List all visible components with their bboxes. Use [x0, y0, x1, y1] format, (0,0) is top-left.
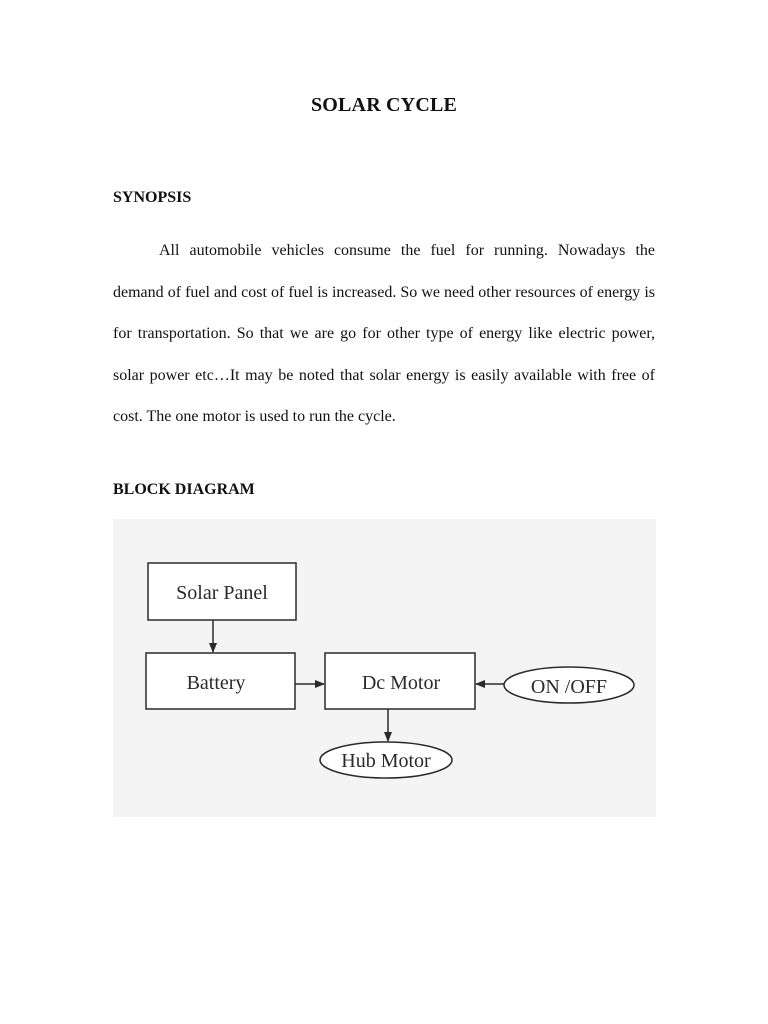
synopsis-heading: SYNOPSIS: [113, 189, 192, 206]
block-diagram: [113, 519, 656, 817]
battery-block: [146, 653, 295, 709]
block-diagram-svg: [113, 519, 656, 817]
hub-motor-label: Hub Motor: [341, 750, 431, 772]
solar-panel-block: [148, 563, 296, 620]
dc-motor-label: Dc Motor: [361, 672, 441, 694]
dc-motor-block: [325, 653, 475, 709]
synopsis-paragraph: All automobile vehicles consume the fuel for running. Nowadays the demand of fuel and cost of fuel is increased. So we need other resources of energy is for transportation. So that we are go for other type of energy like electric power, solar power etc…It may be noted that solar energy is easily available with free of cost. The one motor is used to run the cycle.: [113, 242, 655, 425]
on-off-node: [504, 667, 634, 703]
block-diagram-heading: BLOCK DIAGRAM: [113, 481, 255, 498]
hub-motor-node: [320, 742, 452, 778]
page-title: SOLAR CYCLE: [310, 94, 458, 116]
on-off-label: ON /OFF: [530, 676, 608, 698]
battery-label: Battery: [186, 672, 246, 694]
solar-panel-label: Solar Panel: [176, 582, 268, 604]
